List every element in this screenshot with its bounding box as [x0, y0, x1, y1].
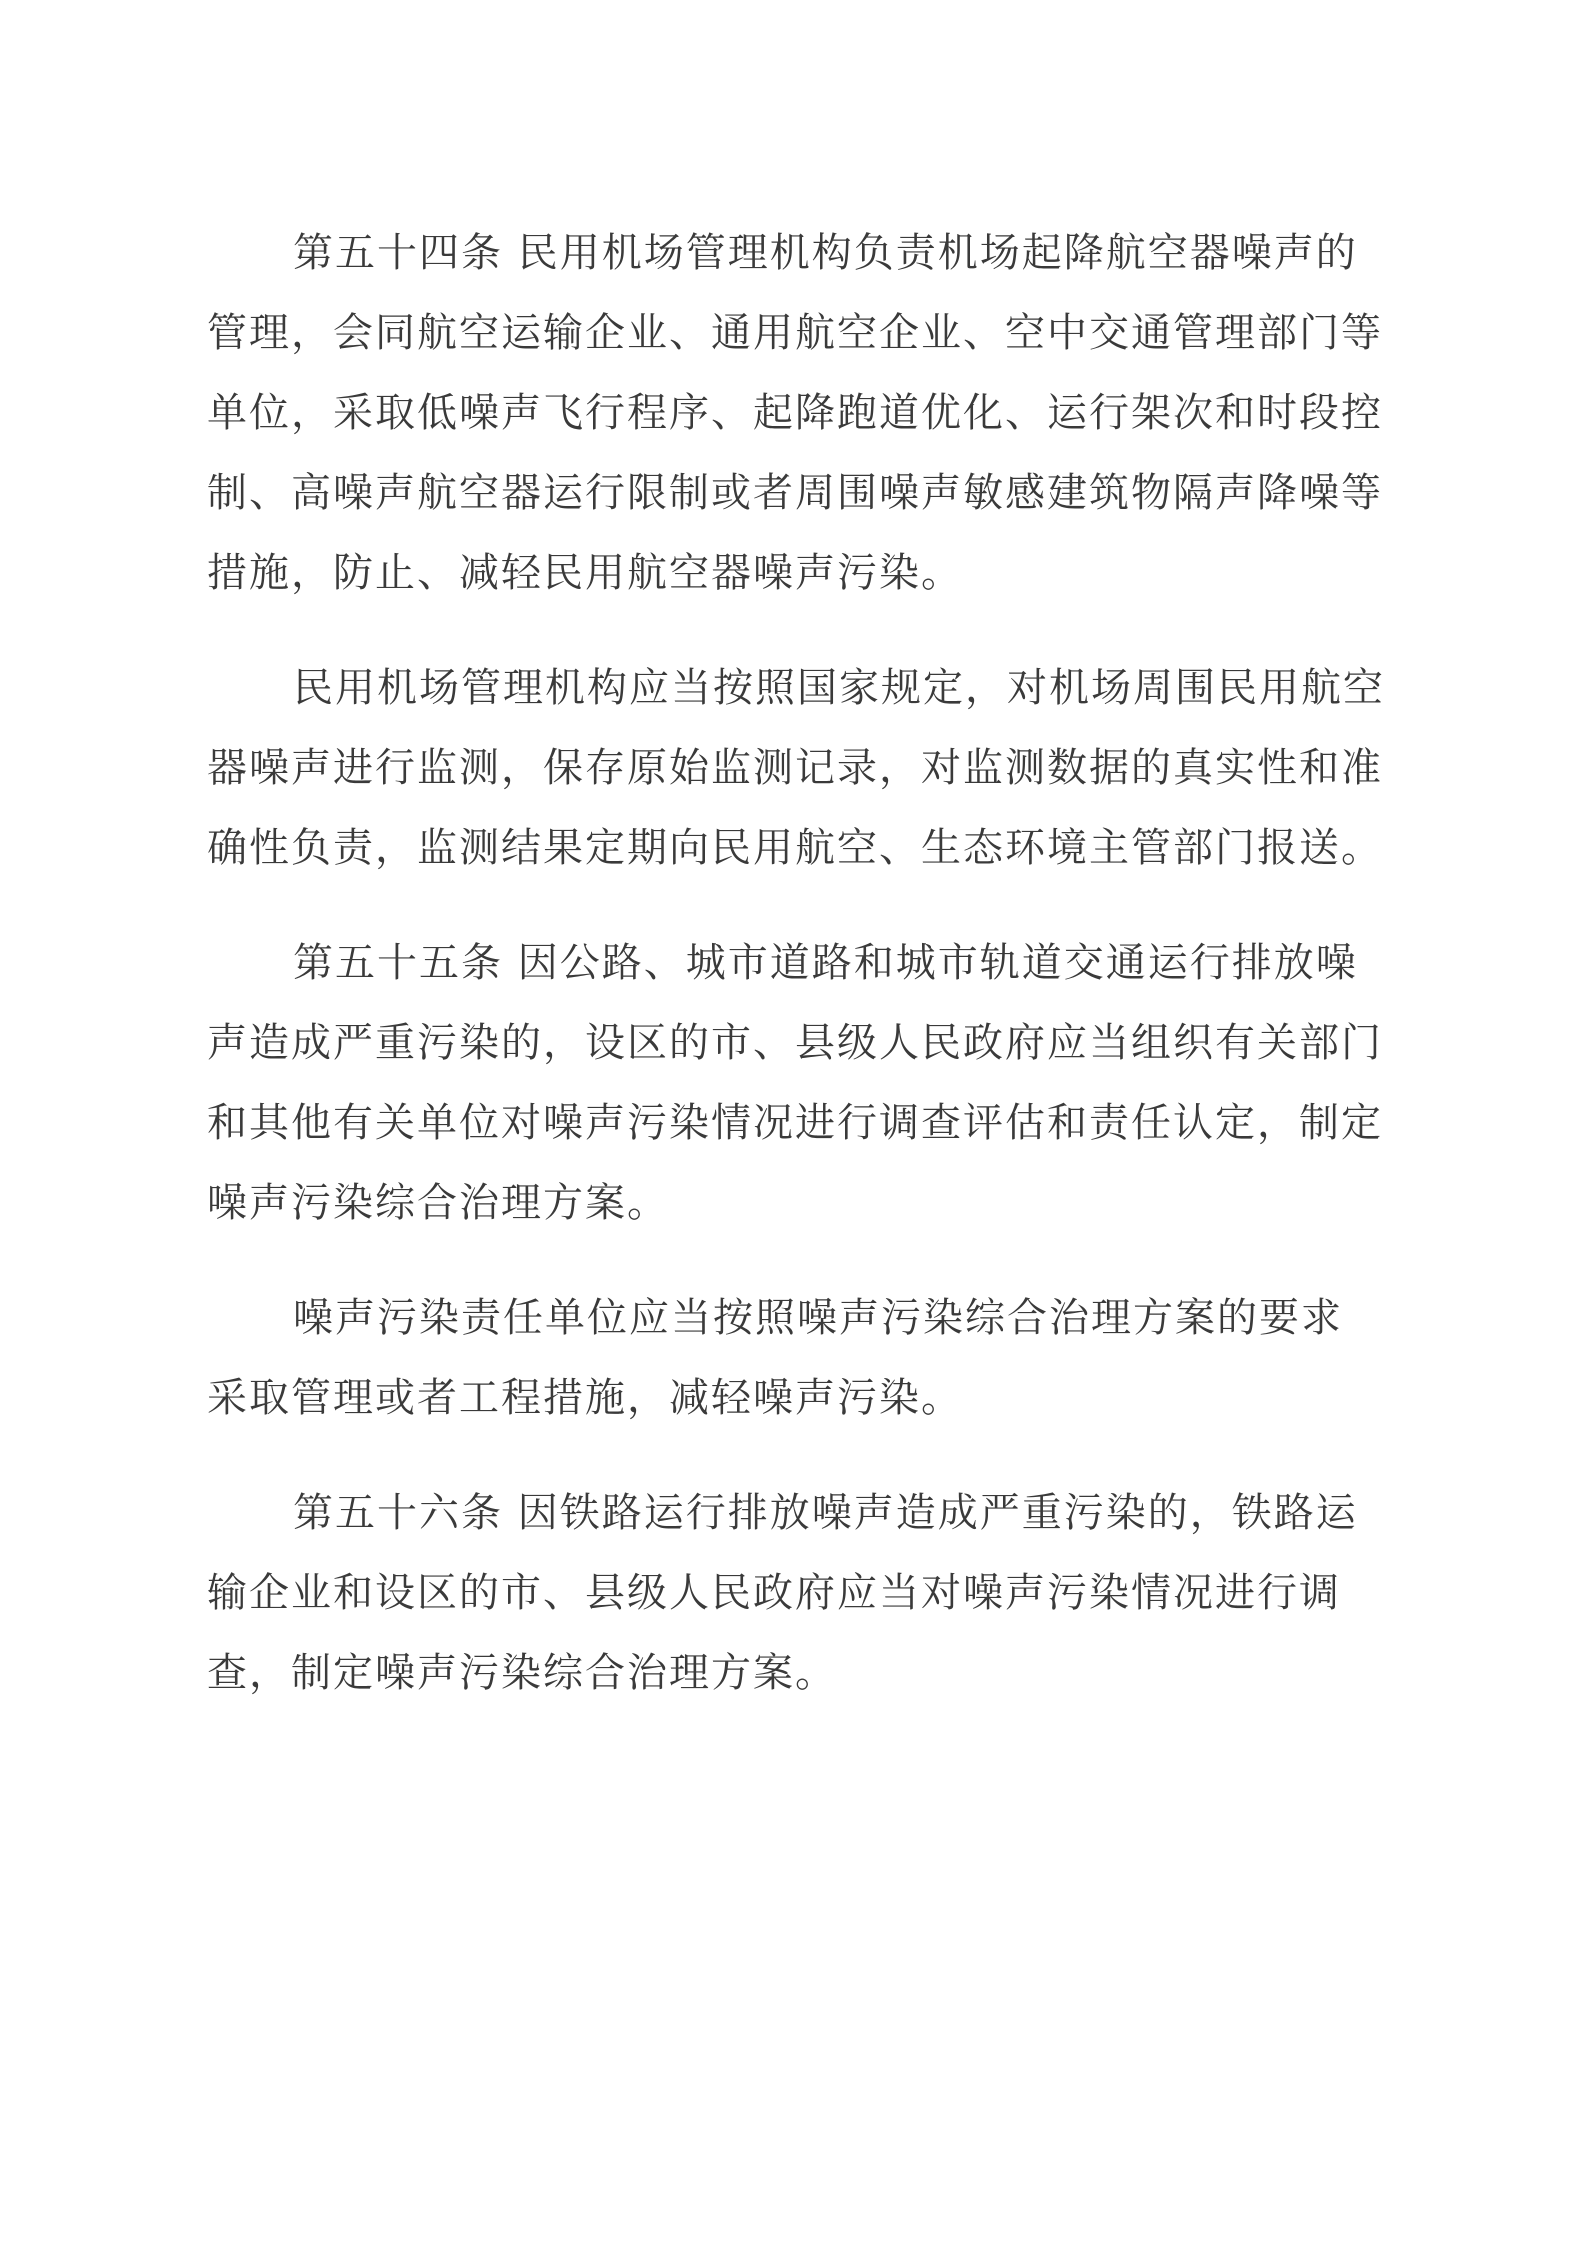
text-line: 民用机场管理机构应当按照国家规定，对机场周围民用航空: [293, 665, 1385, 711]
text-line: 确性负责，监测结果定期向民用航空、生态环境主管部门报送。: [207, 825, 1383, 871]
text-line: 措施，防止、减轻民用航空器噪声污染。: [207, 550, 963, 596]
paragraph-article-56: [207, 1473, 1387, 1713]
paragraph-article-54-monitoring: [207, 648, 1387, 888]
paragraph-article-54: [207, 213, 1387, 613]
document-page: [207, 213, 1387, 1748]
paragraph-article-55: [207, 923, 1387, 1243]
text-line: 噪声污染综合治理方案。: [207, 1180, 669, 1226]
text-line: 管理，会同航空运输企业、通用航空企业、空中交通管理部门等: [207, 310, 1383, 356]
paragraph-article-55-responsibility: [207, 1278, 1387, 1438]
text-line: 器噪声进行监测，保存原始监测记录，对监测数据的真实性和准: [207, 745, 1383, 791]
text-line: 和其他有关单位对噪声污染情况进行调查评估和责任认定，制定: [207, 1100, 1383, 1146]
text-line: 第五十五条 因公路、城市道路和城市轨道交通运行排放噪: [293, 940, 1358, 986]
text-line: 第五十六条 因铁路运行排放噪声造成严重污染的，铁路运: [293, 1490, 1358, 1536]
text-line: 声造成严重污染的，设区的市、县级人民政府应当组织有关部门: [207, 1020, 1383, 1066]
text-line: 采取管理或者工程措施，减轻噪声污染。: [207, 1375, 963, 1421]
text-line: 查，制定噪声污染综合治理方案。: [207, 1650, 837, 1696]
text-line: 输企业和设区的市、县级人民政府应当对噪声污染情况进行调: [207, 1570, 1341, 1616]
text-line: 单位，采取低噪声飞行程序、起降跑道优化、运行架次和时段控: [207, 390, 1383, 436]
text-line: 噪声污染责任单位应当按照噪声污染综合治理方案的要求: [293, 1295, 1343, 1341]
text-line: 第五十四条 民用机场管理机构负责机场起降航空器噪声的: [293, 230, 1358, 276]
text-line: 制、高噪声航空器运行限制或者周围噪声敏感建筑物隔声降噪等: [207, 470, 1383, 516]
